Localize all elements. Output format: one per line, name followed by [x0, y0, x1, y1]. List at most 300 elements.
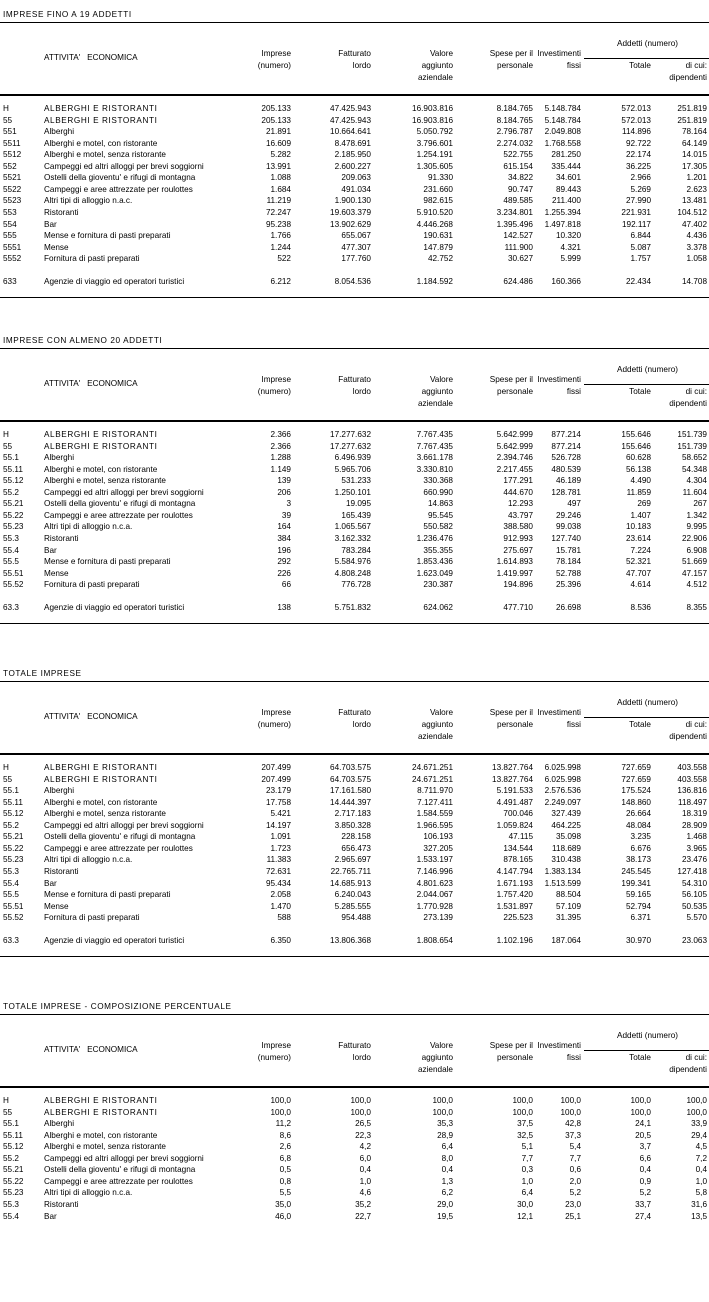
ateco-code: 55.4 — [3, 878, 19, 888]
column-header-valore: Valore — [429, 708, 453, 717]
value-cell: 99.038 — [555, 522, 581, 532]
value-cell: 3.378 — [686, 242, 707, 252]
column-header-imprese: Imprese — [261, 49, 291, 58]
value-cell: 3.330.810 — [416, 464, 453, 474]
activity-description: Campeggi ed altri alloggi per brevi soggiorni — [44, 161, 204, 171]
column-header-dipendenti: dipendenti — [669, 73, 707, 82]
value-cell: 100,0 — [432, 1096, 453, 1105]
table-row — [0, 116, 709, 128]
value-cell: 30.970 — [625, 935, 651, 945]
table-row — [0, 488, 709, 500]
value-cell: 245.545 — [621, 866, 651, 876]
value-cell: 1.723 — [270, 843, 291, 853]
value-cell: 134.544 — [503, 843, 533, 853]
ateco-code: 55.4 — [3, 545, 19, 555]
value-cell: 127.418 — [677, 866, 707, 876]
value-cell: 17.277.632 — [330, 430, 371, 439]
table-row — [0, 243, 709, 255]
value-cell: 269 — [637, 499, 651, 509]
column-header-dipendenti: di cui: — [685, 720, 707, 729]
ateco-code: H — [3, 104, 9, 113]
value-cell: 35.098 — [555, 832, 581, 842]
value-cell: 624.486 — [503, 276, 533, 286]
table-row — [0, 879, 709, 891]
report-section — [0, 336, 709, 636]
header-bottom-rule — [0, 753, 709, 755]
value-cell: 5,8 — [695, 1188, 707, 1198]
value-cell: 47.115 — [508, 832, 533, 842]
value-cell: 177.291 — [503, 476, 533, 486]
value-cell: 700.046 — [503, 809, 533, 819]
ateco-code: 55.3 — [3, 866, 19, 876]
value-cell: 5.269 — [630, 184, 651, 194]
ateco-code: H — [3, 430, 9, 439]
value-cell: 33,9 — [691, 1119, 707, 1129]
value-cell: 27.990 — [625, 196, 651, 206]
value-cell: 23.179 — [265, 786, 291, 796]
value-cell: 5.999 — [560, 254, 581, 264]
value-cell: 1.407 — [630, 510, 651, 520]
value-cell: 491.034 — [341, 184, 371, 194]
activity-description: Ostelli della gioventu' e rifugi di montagna — [44, 173, 196, 183]
value-cell: 138 — [277, 602, 291, 612]
value-cell: 2.966 — [630, 173, 651, 183]
value-cell: 273.139 — [423, 913, 453, 923]
section-title-rule — [0, 22, 709, 23]
value-cell: 9.995 — [686, 522, 707, 532]
value-cell: 111.900 — [504, 242, 533, 252]
table-row — [0, 832, 709, 844]
value-cell: 194.896 — [503, 580, 533, 590]
table-row — [0, 254, 709, 266]
value-cell: 199.341 — [621, 878, 651, 888]
value-cell: 14.685.913 — [330, 878, 371, 888]
ateco-code: 55.21 — [3, 1165, 24, 1175]
value-cell: 95.545 — [427, 510, 453, 520]
value-cell: 5.087 — [630, 242, 651, 252]
ateco-code: 55.5 — [3, 557, 19, 567]
column-header-spese: Spese per il — [489, 375, 533, 384]
column-header-valore: Valore — [429, 375, 453, 384]
value-cell: 13.806.368 — [330, 935, 371, 945]
value-cell: 275.697 — [503, 545, 533, 555]
value-cell: 57.109 — [555, 901, 581, 911]
value-cell: 1.966.595 — [416, 820, 453, 830]
value-cell: 8,6 — [279, 1130, 291, 1140]
table-row — [0, 162, 709, 174]
value-cell: 164 — [277, 522, 291, 532]
value-cell: 1,0 — [359, 1176, 371, 1186]
activity-description: ALBERGHI E RISTORANTI — [44, 115, 158, 125]
value-cell: 624.062 — [423, 602, 453, 612]
value-cell: 230.387 — [423, 580, 453, 590]
column-header-totale: Totale — [629, 61, 651, 70]
activity-description: Ristoranti — [44, 533, 79, 543]
table-row — [0, 208, 709, 220]
ateco-code: 55.11 — [3, 1130, 23, 1140]
column-header-imprese: Imprese — [261, 375, 291, 384]
value-cell: 4.436 — [686, 231, 707, 241]
section-bottom-rule — [0, 297, 709, 298]
table-row — [0, 890, 709, 902]
ateco-code: 553 — [3, 207, 17, 217]
value-cell: 1.853.436 — [416, 557, 453, 567]
column-header-spese: personale — [497, 387, 533, 396]
value-cell: 251.819 — [677, 104, 707, 113]
activity-description: Bar — [44, 545, 57, 555]
value-cell: 655.067 — [341, 231, 371, 241]
value-cell: 1.768.558 — [544, 138, 581, 148]
value-cell: 205.133 — [261, 115, 291, 125]
value-cell: 226 — [277, 568, 291, 578]
activity-description: Ristoranti — [44, 207, 79, 217]
table-row — [0, 1119, 709, 1131]
value-cell: 12.293 — [507, 499, 533, 509]
column-header-attivita: ATTIVITA' ECONOMICA — [44, 53, 138, 62]
value-cell: 30.627 — [507, 254, 533, 264]
activity-description: Mense — [44, 568, 69, 578]
section-bottom-rule — [0, 623, 709, 624]
value-cell: 7.767.435 — [416, 441, 453, 451]
value-cell: 489.585 — [503, 196, 533, 206]
activity-description: Mense e fornitura di pasti preparati — [44, 890, 171, 900]
value-cell: 8.478.691 — [334, 138, 371, 148]
value-cell: 187.064 — [551, 935, 581, 945]
value-cell: 17.305 — [681, 161, 707, 171]
value-cell: 23,0 — [565, 1199, 581, 1209]
activity-description: Mense — [44, 242, 69, 252]
section-title: IMPRESE FINO A 19 ADDETTI — [3, 10, 132, 19]
value-cell: 139 — [277, 476, 291, 486]
value-cell: 1.684 — [270, 184, 291, 194]
value-cell: 3 — [286, 499, 291, 509]
table-row — [0, 127, 709, 139]
value-cell: 60.628 — [625, 453, 651, 463]
value-cell: 47.157 — [681, 568, 707, 578]
table-row — [0, 173, 709, 185]
ateco-code: 55.12 — [3, 1142, 24, 1152]
ateco-code: 55 — [3, 115, 13, 125]
value-cell: 10.183 — [625, 522, 651, 532]
value-cell: 3,7 — [639, 1142, 651, 1152]
activity-description: Campeggi e aree attrezzate per roulottes — [44, 843, 193, 853]
table-row — [0, 534, 709, 546]
value-cell: 1.757 — [630, 254, 651, 264]
activity-description: Alberghi e motel, con ristorante — [44, 797, 158, 807]
table-row — [0, 821, 709, 833]
value-cell: 15.781 — [555, 545, 581, 555]
table-row — [0, 522, 709, 534]
value-cell: 225.523 — [503, 913, 533, 923]
table-row — [0, 786, 709, 798]
value-cell: 22,7 — [355, 1211, 371, 1221]
value-cell: 7.767.435 — [416, 430, 453, 439]
header-bottom-rule — [0, 420, 709, 422]
value-cell: 1.065.567 — [334, 522, 371, 532]
table-row — [0, 580, 709, 592]
value-cell: 1.614.893 — [496, 557, 533, 567]
value-cell: 31,6 — [691, 1199, 707, 1209]
activity-description: ALBERGHI E RISTORANTI — [44, 430, 158, 439]
value-cell: 151.739 — [677, 441, 707, 451]
table-row — [0, 1200, 709, 1212]
column-header-fatturato: lordo — [352, 720, 371, 729]
column-header-dipendenti: dipendenti — [669, 1065, 707, 1074]
value-cell: 8,0 — [441, 1153, 453, 1163]
activity-description: Alberghi e motel, senza ristorante — [44, 809, 166, 819]
column-header-totale: Totale — [629, 720, 651, 729]
value-cell: 355.355 — [423, 545, 453, 555]
value-cell: 95.238 — [265, 219, 291, 229]
value-cell: 151.739 — [677, 430, 707, 439]
column-header-dipendenti: di cui: — [685, 61, 707, 70]
value-cell: 954.488 — [341, 913, 371, 923]
value-cell: 14.197 — [265, 820, 291, 830]
column-header-imprese: (numero) — [257, 1053, 291, 1062]
value-cell: 1.470 — [270, 901, 291, 911]
section-title-rule — [0, 348, 709, 349]
value-cell: 35,2 — [355, 1199, 371, 1209]
value-cell: 14.708 — [681, 276, 707, 286]
activity-description: Bar — [44, 219, 57, 229]
value-cell: 100,0 — [270, 1107, 291, 1117]
addetti-group-rule — [584, 58, 709, 59]
value-cell: 7.224 — [630, 545, 651, 555]
activity-description: Bar — [44, 878, 57, 888]
ateco-code: H — [3, 763, 9, 772]
value-cell: 5.910.520 — [416, 207, 453, 217]
value-cell: 26.698 — [555, 602, 581, 612]
ateco-code: 55.12 — [3, 476, 24, 486]
column-header-fatturato: lordo — [352, 387, 371, 396]
value-cell: 251.819 — [677, 115, 707, 125]
value-cell: 1.383.134 — [544, 866, 581, 876]
activity-description: Ostelli della gioventu' e rifugi di montagna — [44, 1165, 196, 1175]
value-cell: 37,5 — [517, 1119, 533, 1129]
value-cell: 4.614 — [630, 580, 651, 590]
table-row — [0, 185, 709, 197]
value-cell: 1.091 — [270, 832, 291, 842]
value-cell: 5.584.976 — [334, 557, 371, 567]
table-row — [0, 465, 709, 477]
value-cell: 207.499 — [261, 763, 291, 772]
column-header-imprese: Imprese — [261, 708, 291, 717]
table-row — [0, 775, 709, 787]
value-cell: 104.512 — [677, 207, 707, 217]
value-cell: 100,0 — [686, 1107, 707, 1117]
column-header-valore: aziendale — [417, 399, 453, 408]
value-cell: 1.255.394 — [544, 207, 581, 217]
value-cell: 22.906 — [681, 533, 707, 543]
value-cell: 1.305.605 — [416, 161, 453, 171]
value-cell: 90.747 — [507, 184, 533, 194]
column-header-fatturato: Fatturato — [338, 375, 371, 384]
value-cell: 34.601 — [555, 173, 581, 183]
value-cell: 6.371 — [630, 913, 651, 923]
table-row — [0, 569, 709, 581]
addetti-group-rule — [584, 1050, 709, 1051]
value-cell: 6.025.998 — [544, 763, 581, 772]
value-cell: 38.173 — [625, 855, 651, 865]
value-cell: 1.623.049 — [416, 568, 453, 578]
value-cell: 11.383 — [266, 855, 291, 865]
ateco-code: 55.2 — [3, 1153, 19, 1163]
value-cell: 0,9 — [639, 1176, 651, 1186]
column-header-valore: aggiunto — [421, 61, 453, 70]
section-title: IMPRESE CON ALMENO 20 ADDETTI — [3, 336, 163, 345]
value-cell: 23.476 — [681, 855, 707, 865]
table-row — [0, 867, 709, 879]
table-row — [0, 231, 709, 243]
value-cell: 8.184.765 — [496, 104, 533, 113]
value-cell: 5.965.706 — [334, 464, 371, 474]
ateco-code: 5521 — [3, 173, 22, 183]
value-cell: 480.539 — [551, 464, 581, 474]
value-cell: 47.425.943 — [330, 104, 371, 113]
report-section — [0, 669, 709, 969]
value-cell: 0,5 — [279, 1165, 291, 1175]
column-header-attivita: ATTIVITA' ECONOMICA — [44, 1045, 138, 1054]
value-cell: 1.770.928 — [416, 901, 453, 911]
activity-description: Agenzie di viaggio ed operatori turistici — [44, 602, 185, 612]
value-cell: 16.609 — [265, 138, 291, 148]
value-cell: 13.991 — [265, 161, 291, 171]
column-header-imprese: Imprese — [261, 1041, 291, 1050]
value-cell: 2.600.227 — [334, 161, 371, 171]
column-header-fatturato: Fatturato — [338, 708, 371, 717]
value-cell: 26.664 — [625, 809, 651, 819]
ateco-code: 55.1 — [3, 786, 19, 796]
value-cell: 982.615 — [423, 196, 453, 206]
value-cell: 8.536 — [630, 602, 651, 612]
value-cell: 100,0 — [432, 1107, 453, 1117]
value-cell: 17.758 — [265, 797, 291, 807]
value-cell: 147.879 — [423, 242, 453, 252]
ateco-code: 5522 — [3, 184, 22, 194]
value-cell: 19.095 — [345, 499, 371, 509]
value-cell: 34.822 — [507, 173, 533, 183]
value-cell: 33,7 — [635, 1199, 651, 1209]
value-cell: 6.350 — [270, 935, 291, 945]
value-cell: 5.421 — [270, 809, 291, 819]
column-group-header-addetti: Addetti (numero) — [617, 365, 678, 374]
value-cell: 175.524 — [621, 786, 651, 796]
value-cell: 384 — [277, 533, 291, 543]
value-cell: 497 — [567, 499, 581, 509]
value-cell: 24.671.251 — [412, 774, 453, 784]
value-cell: 13.827.764 — [492, 763, 533, 772]
value-cell: 64.703.575 — [330, 763, 371, 772]
value-cell: 160.366 — [551, 276, 581, 286]
table-row — [0, 1154, 709, 1166]
value-cell: 13.827.764 — [492, 774, 533, 784]
value-cell: 118.497 — [678, 797, 707, 807]
value-cell: 50.535 — [681, 901, 707, 911]
value-cell: 1.395.496 — [496, 219, 533, 229]
value-cell: 2.185.950 — [334, 150, 371, 160]
ateco-code: 55.11 — [3, 464, 23, 474]
activity-description: Campeggi e aree attrezzate per roulottes — [44, 184, 193, 194]
value-cell: 205.133 — [261, 104, 291, 113]
table-row — [0, 1096, 709, 1108]
value-cell: 43.797 — [507, 510, 533, 520]
value-cell: 24.671.251 — [412, 763, 453, 772]
value-cell: 32,5 — [517, 1130, 533, 1140]
value-cell: 2,6 — [279, 1142, 291, 1152]
value-cell: 136.816 — [677, 786, 707, 796]
activity-description: ALBERGHI E RISTORANTI — [44, 441, 158, 451]
value-cell: 46.189 — [555, 476, 581, 486]
value-cell: 1.254.191 — [416, 150, 453, 160]
ateco-code: 63.3 — [3, 935, 19, 945]
value-cell: 16.903.816 — [412, 104, 453, 113]
activity-description: ALBERGHI E RISTORANTI — [44, 104, 158, 113]
value-cell: 727.659 — [621, 774, 651, 784]
value-cell: 39 — [281, 510, 291, 520]
header-bottom-rule — [0, 1086, 709, 1088]
value-cell: 221.931 — [621, 207, 651, 217]
section-title: TOTALE IMPRESE — [3, 669, 82, 678]
value-cell: 2.717.183 — [334, 809, 371, 819]
value-cell: 196 — [277, 545, 291, 555]
activity-description: Altri tipi di alloggio n.c.a. — [44, 1188, 133, 1198]
activity-description: Agenzie di viaggio ed operatori turistici — [44, 276, 185, 286]
value-cell: 10.664.641 — [330, 127, 371, 137]
column-header-attivita: ATTIVITA' ECONOMICA — [44, 379, 138, 388]
ateco-code: 55.4 — [3, 1211, 19, 1221]
value-cell: 588 — [277, 913, 291, 923]
value-cell: 1.059.824 — [496, 820, 533, 830]
value-cell: 23.614 — [625, 533, 651, 543]
value-cell: 20,5 — [635, 1130, 651, 1140]
value-cell: 59.165 — [625, 890, 651, 900]
value-cell: 5.285.555 — [334, 901, 371, 911]
table-row-agenzie — [0, 277, 709, 289]
column-group-header-addetti: Addetti (numero) — [617, 39, 678, 48]
value-cell: 2.049.808 — [544, 127, 581, 137]
value-cell: 6,4 — [521, 1188, 533, 1198]
value-cell: 114.896 — [622, 127, 651, 137]
column-header-fatturato: lordo — [352, 1053, 371, 1062]
column-header-fatturato: Fatturato — [338, 1041, 371, 1050]
value-cell: 42,8 — [565, 1119, 581, 1129]
table-row — [0, 430, 709, 442]
value-cell: 177.760 — [341, 254, 371, 264]
value-cell: 48.084 — [625, 820, 651, 830]
activity-description: Campeggi ed altri alloggi per brevi soggiorni — [44, 820, 204, 830]
table-row — [0, 844, 709, 856]
value-cell: 31.395 — [555, 913, 581, 923]
value-cell: 28,9 — [437, 1130, 453, 1140]
value-cell: 1.102.196 — [496, 935, 533, 945]
ateco-code: H — [3, 1096, 9, 1105]
value-cell: 21.891 — [265, 127, 291, 137]
value-cell: 526.728 — [551, 453, 581, 463]
ateco-code: 55.21 — [3, 832, 24, 842]
section-title-rule — [0, 681, 709, 682]
value-cell: 6.676 — [630, 843, 651, 853]
table-row — [0, 476, 709, 488]
value-cell: 2.366 — [270, 430, 291, 439]
value-cell: 165.439 — [341, 510, 371, 520]
value-cell: 72.247 — [265, 207, 291, 217]
activity-description: Ristoranti — [44, 1199, 79, 1209]
value-cell: 5.642.999 — [496, 430, 533, 439]
value-cell: 3.850.328 — [334, 820, 371, 830]
value-cell: 877.214 — [551, 441, 581, 451]
activity-description: Campeggi e aree attrezzate per roulottes — [44, 1176, 193, 1186]
value-cell: 572.013 — [621, 104, 651, 113]
